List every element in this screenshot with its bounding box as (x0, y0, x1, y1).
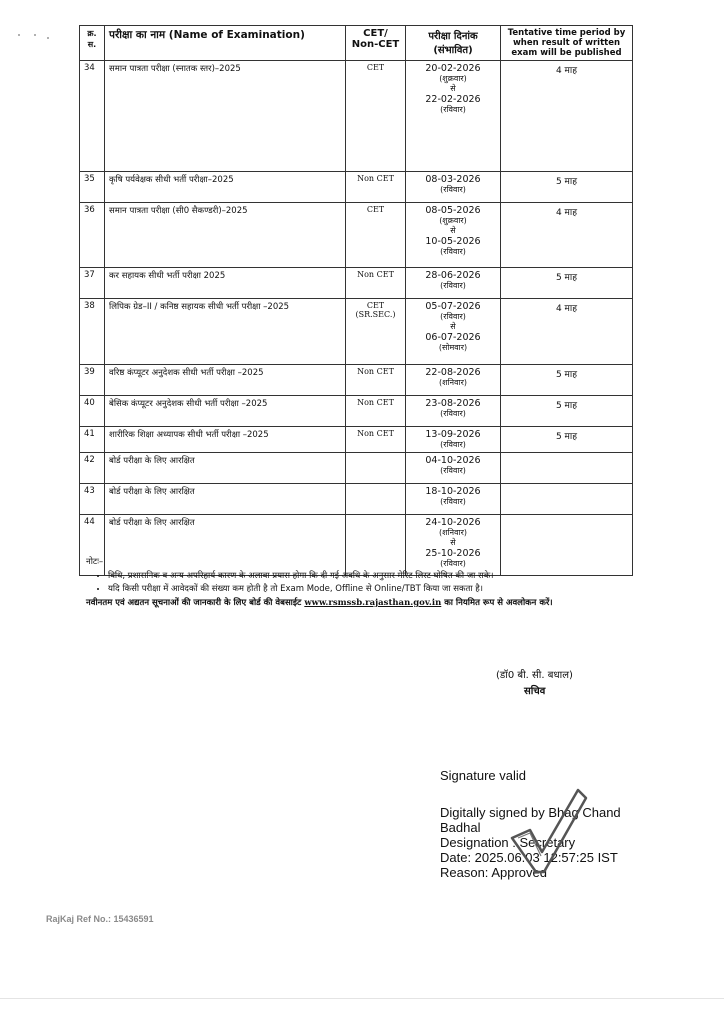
date-range-separator: से (450, 537, 456, 547)
table-row (80, 203, 633, 268)
note-item: • यदि किसी परीक्षा में आवेदकों की संख्या कम होती है तो Exam Mode, Offline से Online/TBT किया जा सकता है। (108, 583, 646, 595)
day-start: (रविवार) (440, 440, 466, 450)
row-result-period (501, 452, 633, 483)
row-exam-date (406, 396, 501, 427)
row-exam-name: कर सहायक सीधी भर्ती परीक्षा 2025 (105, 268, 346, 299)
row-cet-type: Non CET (346, 172, 406, 203)
table-row (80, 483, 633, 514)
day-start: (रविवार) (440, 409, 466, 419)
row-result-period: 4 माह (501, 61, 633, 172)
day-start: (रविवार) (440, 312, 466, 322)
date-start: 04-10-2026 (425, 454, 481, 466)
row-result-period: 4 माह (501, 299, 633, 365)
row-exam-date (406, 427, 501, 453)
row-serial-no: 40 (80, 396, 105, 427)
table-row (80, 299, 633, 365)
row-exam-date (406, 452, 501, 483)
row-cet-type (346, 483, 406, 514)
table-row (80, 61, 633, 172)
day-end: (रविवार) (440, 558, 466, 568)
header-serial-no: क्र. स. (80, 26, 105, 61)
date-end: 10-05-2026 (425, 235, 481, 247)
signature-check-icon (508, 786, 588, 876)
date-end: 22-02-2026 (425, 93, 481, 105)
row-result-period (501, 483, 633, 514)
website-notice-suffix: का नियमित रूप से अवलोकन करें। (441, 597, 553, 608)
row-exam-date (406, 299, 501, 365)
row-exam-name: कृषि पर्यवेक्षक सीधी भर्ती परीक्षा–2025 (105, 172, 346, 203)
website-notice (86, 597, 646, 609)
reference-number: RajKaj Ref No.: 15436591 (46, 914, 154, 924)
day-start: (रविवार) (440, 497, 466, 507)
table-row (80, 365, 633, 396)
header-result-period: Tentative time period by when result of written exam will be published (501, 26, 633, 61)
row-exam-name: बेसिक कंप्यूटर अनुदेशक सीधी भर्ती परीक्षा –2025 (105, 396, 346, 427)
notes-section (86, 556, 646, 609)
header-cet: CET/ Non-CET (346, 26, 406, 61)
row-serial-no: 41 (80, 427, 105, 453)
website-link[interactable]: www.rsmssb.rajasthan.gov.in (304, 597, 442, 608)
notes-heading: नोटः– (86, 557, 104, 567)
date-range-separator: से (450, 83, 456, 93)
table-row (80, 268, 633, 299)
row-cet-type (346, 452, 406, 483)
day-start: (शुक्रवार) (439, 216, 467, 226)
row-exam-date (406, 268, 501, 299)
row-exam-name: बोर्ड परीक्षा के लिए आरक्षित (105, 514, 346, 575)
date-start: 23-08-2026 (425, 398, 481, 409)
day-end: (रविवार) (440, 246, 466, 256)
scan-speck (34, 34, 36, 36)
row-result-period: 5 माह (501, 427, 633, 453)
note-item: • विधि, प्रशासनिक व अन्य अपरिहार्य कारण के अलावा प्रयास होगा कि दी गई अवधि के अनुसार मेरिट लिस्ट घोषित की जा सके। (108, 570, 646, 582)
row-serial-no: 37 (80, 268, 105, 299)
row-exam-date (406, 203, 501, 268)
date-range-separator: से (450, 225, 456, 235)
day-start: (शनिवार) (439, 378, 467, 388)
day-start: (रविवार) (440, 281, 466, 291)
row-serial-no: 43 (80, 483, 105, 514)
row-serial-no: 38 (80, 299, 105, 365)
row-cet-type: CET (346, 61, 406, 172)
scan-speck (47, 37, 49, 39)
date-start: 18-10-2026 (425, 485, 481, 497)
signatory-title: सचिव (524, 686, 546, 697)
row-serial-no: 39 (80, 365, 105, 396)
date-start: 08-03-2026 (425, 174, 481, 185)
day-start: (शनिवार) (439, 528, 467, 538)
row-cet-type: Non CET (346, 365, 406, 396)
row-cet-type: Non CET (346, 268, 406, 299)
header-exam-name: परीक्षा का नाम (Name of Examination) (105, 26, 346, 61)
scan-speck (18, 34, 20, 36)
day-start: (शुक्रवार) (439, 74, 467, 84)
table-row (80, 172, 633, 203)
date-range-separator: से (450, 321, 456, 331)
row-exam-name: वरिष्ठ कंप्यूटर अनुदेशक सीधी भर्ती परीक्षा –2025 (105, 365, 346, 396)
table-row (80, 396, 633, 427)
row-result-period: 4 माह (501, 203, 633, 268)
row-exam-date (406, 61, 501, 172)
date-start: 24-10-2026 (425, 516, 481, 528)
row-exam-name: लिपिक ग्रेड–II / कनिष्ठ सहायक सीधी भर्ती परीक्षा –2025 (105, 299, 346, 365)
row-exam-date (406, 365, 501, 396)
row-exam-name: समान पात्रता परीक्षा (सी0 सैकण्डरी)–2025 (105, 203, 346, 268)
signature-reason: Reason: Approved (440, 865, 547, 880)
row-exam-name: बोर्ड परीक्षा के लिए आरक्षित (105, 452, 346, 483)
header-exam-date: परीक्षा दिनांक (संभावित) (406, 26, 501, 61)
signature-signed-by: Digitally signed by Bhag Chand Badhal (440, 805, 621, 835)
day-start: (रविवार) (440, 185, 466, 195)
signature-status: Signature valid (440, 768, 526, 783)
table-row (80, 427, 633, 453)
table-header-row (80, 26, 633, 61)
table-row (80, 452, 633, 483)
row-cet-type: CET (346, 203, 406, 268)
row-exam-name: बोर्ड परीक्षा के लिए आरक्षित (105, 483, 346, 514)
row-cet-type: Non CET (346, 396, 406, 427)
website-notice-prefix: नवीनतम एवं अद्यतन सूचनाओं की जानकारी के लिए बोर्ड की वेबसाईट (86, 597, 305, 608)
date-start: 08-05-2026 (425, 205, 481, 216)
row-result-period: 5 माह (501, 396, 633, 427)
day-start: (रविवार) (440, 466, 466, 476)
row-serial-no: 36 (80, 203, 105, 268)
row-exam-date (406, 483, 501, 514)
row-cet-type: CET (SR.SEC.) (346, 299, 406, 365)
signature-designation: Designation : Secretary (440, 835, 576, 850)
row-exam-date (406, 172, 501, 203)
table-body (80, 61, 633, 576)
page-bottom-divider (0, 998, 724, 999)
day-end: (रविवार) (440, 104, 466, 114)
row-cet-type: Non CET (346, 427, 406, 453)
row-serial-no: 35 (80, 172, 105, 203)
row-result-period: 5 माह (501, 365, 633, 396)
exam-schedule-table (79, 25, 633, 576)
row-exam-name: समान पात्रता परीक्षा (स्नातक स्तर)–2025 (105, 61, 346, 172)
row-result-period: 5 माह (501, 172, 633, 203)
date-start: 05-07-2026 (425, 301, 481, 312)
date-end: 25-10-2026 (425, 547, 481, 559)
notes-list (86, 570, 646, 595)
row-serial-no: 44 (80, 514, 105, 575)
signature-date: Date: 2025.06.03 12:57:25 IST (440, 850, 618, 865)
row-serial-no: 34 (80, 61, 105, 172)
date-start: 20-02-2026 (425, 63, 481, 74)
row-result-period: 5 माह (501, 268, 633, 299)
date-end: 06-07-2026 (425, 331, 481, 343)
day-end: (सोमवार) (438, 342, 468, 352)
date-start: 13-09-2026 (425, 429, 481, 440)
date-start: 22-08-2026 (425, 367, 481, 378)
row-serial-no: 42 (80, 452, 105, 483)
signatory-name: (डॉ0 बी. सी. बधाल) (496, 670, 573, 681)
row-exam-name: शारीरिक शिक्षा अध्यापक सीधी भर्ती परीक्षा –2025 (105, 427, 346, 453)
date-start: 28-06-2026 (425, 270, 481, 281)
